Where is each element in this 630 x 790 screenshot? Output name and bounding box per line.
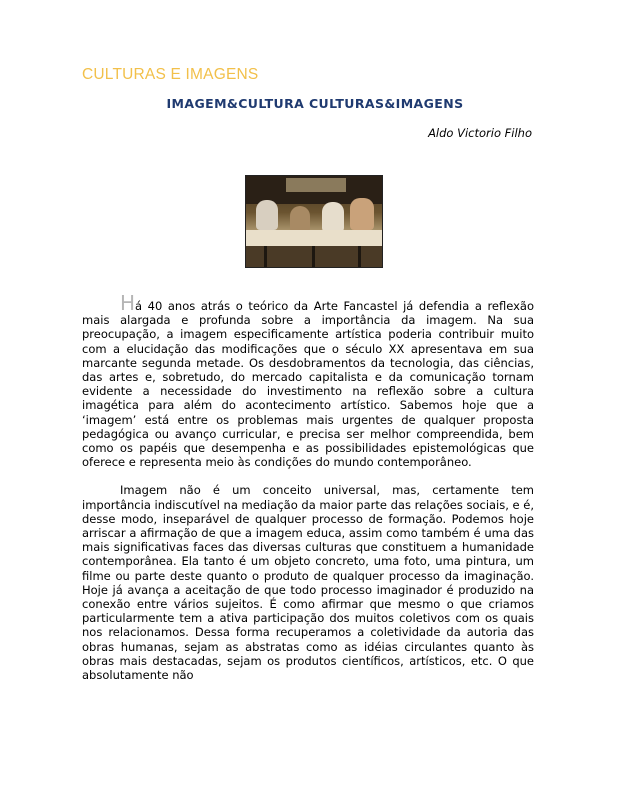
paragraph bbox=[82, 291, 534, 470]
photo-window bbox=[286, 178, 346, 192]
photo-desk bbox=[246, 230, 382, 246]
photo-person bbox=[256, 200, 278, 230]
classroom-photo bbox=[245, 175, 383, 268]
photo-person bbox=[290, 206, 310, 232]
paragraph-text: Imagem não é um conceito universal, mas, certamente tem importância indiscutível na mediação da maior parte das relações sociais, e é, desse modo, inseparável de qualquer processo de formação. Podemos hoje arriscar a afirmação de que a imagem educa, assim como também é uma das mais significativas faces das diversas culturas que constituem a humanidade contemporânea. Ela tanto é um objeto concreto, uma foto, uma pintura, um filme ou parte deste quanto o produto de qualquer processo da imaginação. Hoje já avança a aceitação de que todo processo imaginador é produzido na conexão entre vários sujeitos. É como afirmar que mesmo o que criamos particularmente tem a ativa participação dos muitos coletivos com os quais nos relacionamos. Dessa forma recuperamos a coletividade da autoria das obras humanas, sejam as abstratas como as idéias circulantes quanto às obras mais destacadas, sejam os produtos científicos, artísticos, etc. O que absolutamente não bbox=[82, 483, 535, 683]
drop-cap: H bbox=[120, 291, 136, 315]
photo-person bbox=[350, 198, 374, 230]
photo-person bbox=[322, 202, 344, 232]
photo-desk-leg bbox=[264, 246, 267, 267]
paragraph-text: á 40 anos atrás o teórico da Arte Fancastel já defendia a reflexão mais alargada e profunda sobre a importância da imagem. Na sua preocupação, a imagem especificamente artística poderia contribuir muito com a elucidação das modificações que o século XX apresentava em sua marcante segunda metade. Os desdobramentos da tecnologia, das ciências, das artes e, sobretudo, do mercado capitalista e da comunicação tornam evidente a necessidade do investimento na reflexão sobre a cultura imagética para além do acontecimento artístico. Sabemos hoje que a ‘imagem’ está entre os problemas mais urgentes de qualquer proposta pedagógica ou avanço curricular, e precisa ser melhor compreendida, bem como os papéis que desempenha e as possibilidades epistemológicas que oferece e representa meio às condições do mundo contemporâneo. bbox=[82, 299, 534, 470]
article-title: IMAGEM&CULTURA CULTURAS&IMAGENS bbox=[166, 96, 464, 111]
photo-desk-leg bbox=[312, 246, 315, 267]
paragraph bbox=[82, 483, 534, 682]
article-author: Aldo Victorio Filho bbox=[428, 126, 532, 140]
section-heading: CULTURAS E IMAGENS bbox=[82, 66, 259, 83]
article-body bbox=[82, 291, 535, 696]
photo-desk-leg bbox=[358, 246, 361, 267]
